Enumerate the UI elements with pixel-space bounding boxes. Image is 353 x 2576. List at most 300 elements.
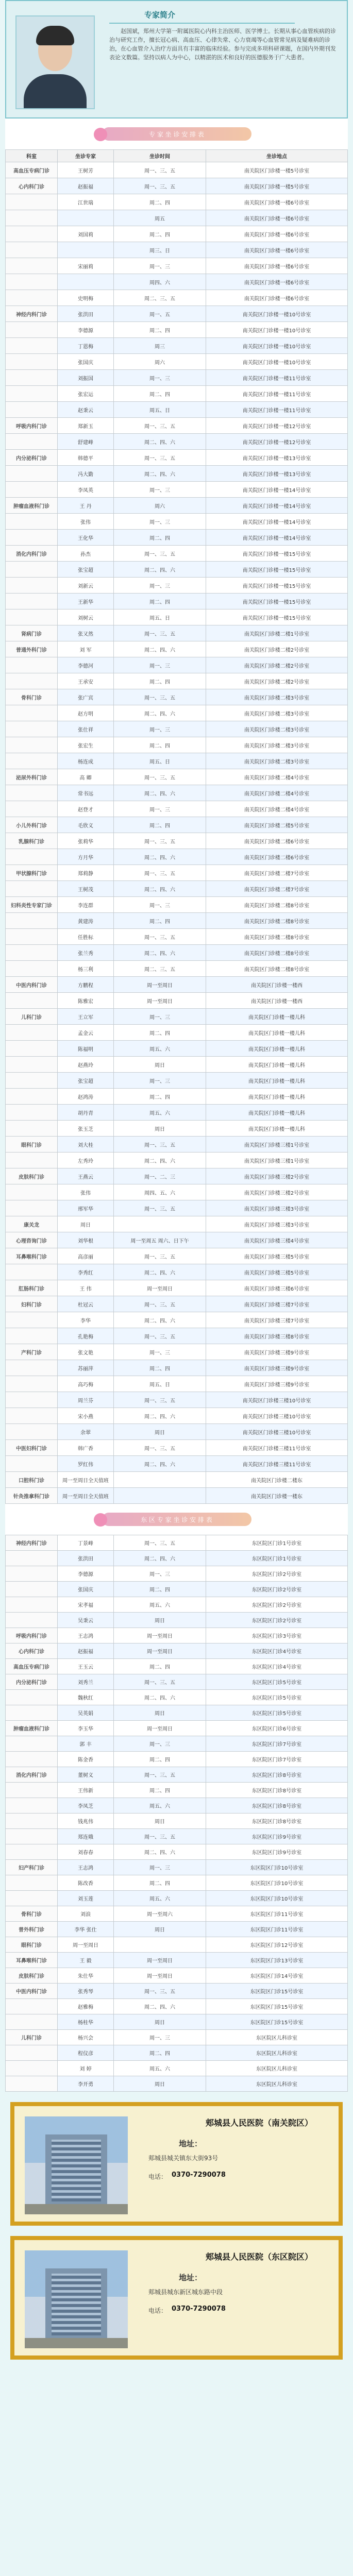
location-cell: 南关院区门诊楼三楼10号诊室 [206, 1392, 348, 1408]
location-cell: 东区院区门诊3号诊室 [206, 1628, 348, 1643]
dept-cell [6, 1875, 58, 1891]
location-cell: 东区院区门诊15号诊室 [206, 1999, 348, 2014]
doctor-cell: 方月华 [58, 849, 114, 865]
section2-banner-label: 东 区 专 家 坐 诊 安 排 表 [141, 1516, 212, 1523]
doctor-cell: 赵燕玲 [58, 1057, 114, 1073]
time-cell: 周一、三、五 [114, 929, 206, 945]
dept-cell [6, 609, 58, 625]
time-cell: 周二、四 [114, 322, 206, 338]
table-row [6, 418, 348, 434]
location-cell: 南关院区门诊楼一楼10号诊室 [206, 354, 348, 370]
time-cell: 周二、四 [114, 1659, 206, 1674]
table-row [6, 466, 348, 482]
location-cell: 东区院区门诊8号诊室 [206, 1767, 348, 1783]
location-cell: 南关院区门诊楼一楼15号诊室 [206, 594, 348, 609]
doctor-cell: 陈福明 [58, 1041, 114, 1057]
time-cell: 周一、三、五 [114, 1392, 206, 1408]
time-cell: 周日 [114, 1922, 206, 1937]
doctor-cell: 陈改香 [58, 1875, 114, 1891]
dept-cell: 皮肤科门诊 [6, 1968, 58, 1984]
dept-cell [6, 2061, 58, 2076]
time-cell: 周二、四 [114, 594, 206, 609]
dept-cell: 耳鼻喉科门诊 [6, 1248, 58, 1264]
time-cell: 周一、三 [114, 2030, 206, 2045]
time-cell: 周一、三 [114, 801, 206, 817]
doctor-cell: 吴秉云 [58, 1613, 114, 1628]
dept-cell [6, 1814, 58, 1829]
dept-cell: 甲状腺科门诊 [6, 865, 58, 881]
time-cell: 周三 [114, 338, 206, 354]
location-cell: 东区院区门诊8号诊室 [206, 1814, 348, 1829]
time-cell: 周一、三、五 [114, 769, 206, 785]
location-cell: 南关院区门诊楼一楼西 [206, 993, 348, 1009]
location-cell: 南关院区门诊楼三楼4号诊室 [206, 1232, 348, 1248]
doctor-cell: 周一至周日全天值班 [58, 1472, 114, 1488]
dept-cell [6, 1328, 58, 1344]
doctor-cell: 张洪田 [58, 306, 114, 322]
address-label: 地址： [178, 2273, 202, 2282]
location-cell: 南关院区门诊楼一楼6号诊室 [206, 258, 348, 274]
dept-cell [6, 1089, 58, 1105]
table-row [6, 945, 348, 961]
doctor-cell: 丁恩梅 [58, 338, 114, 354]
table-row [6, 322, 348, 338]
dept-cell [6, 258, 58, 274]
page [5, 0, 348, 2092]
dept-cell [6, 1690, 58, 1705]
time-cell: 周二、四、六 [114, 1153, 206, 1168]
table-row [6, 1121, 348, 1137]
time-cell: 周一至周六 [114, 1906, 206, 1922]
time-cell: 周一、三、五 [114, 865, 206, 881]
location-cell: 东区院区门诊10号诊室 [206, 1875, 348, 1891]
doctor-cell: 张秀琴 [58, 1984, 114, 1999]
doctor-cell: 孟金云 [58, 1025, 114, 1041]
location-cell: 南关院区门诊楼二楼3号诊室 [206, 705, 348, 721]
time-cell: 周一至周日 [114, 1643, 206, 1659]
time-cell: 周二、四、六 [114, 1408, 206, 1424]
time-cell: 周二、四 [114, 1752, 206, 1767]
time-cell: 周二、四 [114, 673, 206, 689]
dept-cell: 肿瘤血液科门诊 [6, 1721, 58, 1736]
hospital-building-image [25, 2116, 128, 2214]
dept-cell [6, 1121, 58, 1137]
table-row [6, 881, 348, 897]
dept-cell [6, 657, 58, 673]
address-label: 地址： [178, 2139, 202, 2148]
time-cell: 周一至周日 [114, 1721, 206, 1736]
time-cell: 周二、四、六 [114, 466, 206, 482]
time-cell: 周一、三 [114, 657, 206, 673]
time-cell: 周一至周日 [114, 1953, 206, 1968]
table-row [6, 753, 348, 769]
location-cell: 东区院区门诊9号诊室 [206, 1829, 348, 1844]
table-row [6, 1582, 348, 1597]
time-cell: 周一、三、五 [114, 1767, 206, 1783]
doctor-cell: 周兰芬 [58, 1392, 114, 1408]
table-row [6, 833, 348, 849]
doctor-cell: 左秀玲 [58, 1153, 114, 1168]
time-cell: 周日 [114, 1705, 206, 1721]
location-cell: 东区院区门诊7号诊室 [206, 1752, 348, 1767]
dept-cell: 骨科门诊 [6, 689, 58, 705]
location-cell: 南关院区门诊楼一楼14号诊室 [206, 498, 348, 514]
dept-cell [6, 1736, 58, 1752]
location-cell: 南关院区门诊楼一楼13号诊室 [206, 466, 348, 482]
location-cell: 南关院区门诊楼一楼儿科 [206, 1009, 348, 1025]
time-cell: 周二、四 [114, 913, 206, 929]
location-cell: 南关院区门诊楼一楼儿科 [206, 1089, 348, 1105]
doctor-cell: 方鹏程 [58, 977, 114, 993]
table-row [6, 1906, 348, 1922]
dept-cell [6, 290, 58, 306]
dept-cell [6, 1025, 58, 1041]
dept-cell: 皮肤科门诊 [6, 1168, 58, 1184]
doctor-cell: 张又然 [58, 625, 114, 641]
time-cell: 周一、三、五 [114, 689, 206, 705]
dept-cell: 妇科炎性专家门诊 [6, 897, 58, 913]
table-row [6, 2061, 348, 2076]
east-schedule-body [6, 1535, 348, 2092]
dept-cell [6, 1999, 58, 2014]
location-cell: 南关院区门诊楼一楼10号诊室 [206, 306, 348, 322]
doctor-cell: 陈雅宏 [58, 993, 114, 1009]
table-row [6, 594, 348, 609]
dept-cell [6, 2045, 58, 2061]
time-cell: 周日 [114, 1424, 206, 1440]
location-cell: 南关院区门诊楼一楼6号诊室 [206, 290, 348, 306]
location-cell: 南关院区门诊楼一楼10号诊室 [206, 338, 348, 354]
doctor-cell: 郑连娥 [58, 1829, 114, 1844]
table-row [6, 1440, 348, 1456]
table-row [6, 1105, 348, 1121]
dept-cell [6, 1566, 58, 1582]
doctor-cell: 赵鸿涛 [58, 1089, 114, 1105]
doctor-cell: 刘秀兰 [58, 1674, 114, 1690]
table-row [6, 993, 348, 1009]
table-row [6, 1767, 348, 1783]
doctor-cell: 韩广香 [58, 1440, 114, 1456]
location-cell: 南关院区门诊楼一楼东 [206, 1488, 348, 1504]
table-row [6, 785, 348, 801]
table-row [6, 1783, 348, 1798]
location-cell: 南关院区门诊楼一楼14号诊室 [206, 482, 348, 498]
hospital-card [10, 2236, 343, 2360]
dept-cell: 眼科门诊 [6, 1137, 58, 1153]
table-row [6, 578, 348, 594]
dept-cell: 口腔科门诊 [6, 1472, 58, 1488]
doctor-cell: 杨连成 [58, 753, 114, 769]
location-cell: 南关院区门诊楼一楼儿科 [206, 1025, 348, 1041]
table-row [6, 1424, 348, 1440]
location-cell: 东区院区儿科诊室 [206, 2061, 348, 2076]
time-cell: 周五 [114, 210, 206, 226]
header-doctor: 坐诊专家 [58, 150, 114, 162]
table-row [6, 1232, 348, 1248]
table-row [6, 1280, 348, 1296]
dept-cell: 心内科门诊 [6, 178, 58, 194]
time-cell: 周一、五 [114, 306, 206, 322]
location-cell: 东区院区门诊11号诊室 [206, 1906, 348, 1922]
time-cell: 周一至周日 [114, 1280, 206, 1296]
doctor-cell: 李德源 [58, 1566, 114, 1582]
dept-cell [6, 785, 58, 801]
doctor-cell: 刘新云 [58, 578, 114, 594]
table-row [6, 1344, 348, 1360]
table-row [6, 1829, 348, 1844]
table-row [6, 2045, 348, 2061]
table-row [6, 1659, 348, 1674]
table-row [6, 562, 348, 578]
header-location: 坐诊地点 [206, 150, 348, 162]
location-cell: 东区院区门诊4号诊室 [206, 1659, 348, 1674]
table-row [6, 817, 348, 833]
flower-icon [94, 128, 107, 141]
location-cell: 南关院区门诊楼三楼5号诊室 [206, 1264, 348, 1280]
doctor-cell: 王立军 [58, 1009, 114, 1025]
dept-cell: 普外科门诊 [6, 1922, 58, 1937]
location-cell: 南关院区门诊楼一楼西 [206, 977, 348, 993]
location-cell: 东区院区门诊15号诊室 [206, 2014, 348, 2030]
dept-cell [6, 274, 58, 290]
dept-cell: 消化内科门诊 [6, 546, 58, 562]
table-row [6, 1705, 348, 1721]
dept-cell [6, 482, 58, 498]
location-cell: 南关院区门诊楼三楼10号诊室 [206, 1424, 348, 1440]
location-cell: 东区院区儿科诊室 [206, 2076, 348, 2092]
table-row [6, 194, 348, 210]
table-row [6, 306, 348, 322]
table-row [6, 1025, 348, 1041]
table-row [6, 1312, 348, 1328]
doctor-cell: 张宏运 [58, 386, 114, 402]
doctor-cell: 杨三利 [58, 961, 114, 977]
time-cell: 周一、三、五 [114, 450, 206, 466]
dept-cell [6, 1456, 58, 1472]
doctor-cell: 李德河 [58, 657, 114, 673]
doctor-cell: 张文艳 [58, 1344, 114, 1360]
doctor-cell: 郑新玉 [58, 418, 114, 434]
table-row [6, 1137, 348, 1153]
doctor-cell: 苏丽萍 [58, 1360, 114, 1376]
location-cell: 东区院区门诊15号诊室 [206, 1984, 348, 1999]
dept-cell: 中医内科门诊 [6, 1984, 58, 1999]
location-cell: 南关院区门诊楼二楼4号诊室 [206, 785, 348, 801]
time-cell: 周四、六 [114, 274, 206, 290]
dept-cell: 肛肠科门诊 [6, 1280, 58, 1296]
dept-cell [6, 1705, 58, 1721]
location-cell: 南关院区门诊楼三楼8号诊室 [206, 1328, 348, 1344]
table-row [6, 721, 348, 737]
location-cell: 南关院区门诊楼三楼7号诊室 [206, 1296, 348, 1312]
time-cell: 周一、三、五 [114, 1200, 206, 1216]
time-cell: 周一、三 [114, 578, 206, 594]
time-cell: 周一、三 [114, 1344, 206, 1360]
dept-cell [6, 1613, 58, 1628]
flower-icon [94, 1513, 107, 1527]
time-cell: 周二、四、六 [114, 1844, 206, 1860]
dept-cell [6, 402, 58, 418]
location-cell: 南关院区门诊楼二楼8号诊室 [206, 961, 348, 977]
location-cell: 东区院区门诊10号诊室 [206, 1891, 348, 1906]
doctor-cell: 舒建峰 [58, 434, 114, 450]
dept-cell [6, 705, 58, 721]
dept-cell [6, 226, 58, 242]
table-row [6, 482, 348, 498]
dept-cell [6, 466, 58, 482]
location-cell: 南关院区门诊楼二楼4号诊室 [206, 769, 348, 785]
table-row [6, 1200, 348, 1216]
time-cell: 周日 [114, 1613, 206, 1628]
doctor-cell: 张玉芝 [58, 1121, 114, 1137]
table-row [6, 1264, 348, 1280]
dept-cell [6, 530, 58, 546]
dept-cell [6, 370, 58, 386]
table-header-row [6, 150, 348, 162]
doctor-cell: 刘树云 [58, 609, 114, 625]
dept-cell [6, 514, 58, 530]
doctor-cell: 程仪彦 [58, 2045, 114, 2061]
location-cell: 南关院区门诊楼二楼5号诊室 [206, 817, 348, 833]
dept-cell: 中医妇科门诊 [6, 1440, 58, 1456]
dept-cell [6, 881, 58, 897]
doctor-cell: 李凤英 [58, 482, 114, 498]
dept-cell [6, 1582, 58, 1597]
location-cell: 南关院区门诊楼一楼14号诊室 [206, 514, 348, 530]
table-row [6, 625, 348, 641]
location-cell: 南关院区门诊楼二楼2号诊室 [206, 657, 348, 673]
time-cell [114, 1472, 206, 1488]
dept-cell: 骨科门诊 [6, 1906, 58, 1922]
doctor-cell: 周一至周日全天值班 [58, 1488, 114, 1504]
doctor-cell: 郑莉静 [58, 865, 114, 881]
time-cell: 周一、三 [114, 1566, 206, 1582]
time-cell: 周五、六 [114, 2061, 206, 2076]
doctor-cell: 黄建涛 [58, 913, 114, 929]
doctor-cell: 魏秋红 [58, 1690, 114, 1705]
location-cell: 南关院区门诊楼二楼6号诊室 [206, 833, 348, 849]
doctor-cell: 刘华根 [58, 1232, 114, 1248]
location-cell: 东区院区门诊13号诊室 [206, 1953, 348, 1968]
doctor-cell: 张广宾 [58, 689, 114, 705]
time-cell: 周二、四 [114, 386, 206, 402]
phone-number: 0370-7290078 [172, 2305, 226, 2313]
dept-cell [6, 1798, 58, 1814]
location-cell: 东区院区门诊5号诊室 [206, 1674, 348, 1690]
doctor-cell: 李连群 [58, 897, 114, 913]
doctor-cell: 孙杰 [58, 546, 114, 562]
location-cell: 东区院区门诊8号诊室 [206, 1798, 348, 1814]
dept-cell [6, 2014, 58, 2030]
table-row [6, 929, 348, 945]
doctor-cell: 张兰秀 [58, 945, 114, 961]
table-row [6, 737, 348, 753]
time-cell: 周二、四、六 [114, 562, 206, 578]
table-row [6, 1376, 348, 1392]
header-time: 坐诊时间 [114, 150, 206, 162]
dept-cell [6, 1891, 58, 1906]
doctor-cell: 毛欣义 [58, 817, 114, 833]
dept-cell: 普通外科门诊 [6, 641, 58, 657]
location-cell: 南关院区门诊楼二楼1号诊室 [206, 625, 348, 641]
doctor-cell: 罗红伟 [58, 1456, 114, 1472]
dept-cell [6, 1551, 58, 1566]
doctor-cell: 刘 婷 [58, 2061, 114, 2076]
time-cell: 周二、四 [114, 1582, 206, 1597]
time-cell: 周日 [114, 2076, 206, 2092]
table-row [6, 1328, 348, 1344]
table-row [6, 162, 348, 178]
time-cell: 周五、六 [114, 1891, 206, 1906]
location-cell: 南关院区门诊楼三楼9号诊室 [206, 1376, 348, 1392]
doctor-cell: 杨桂华 [58, 2014, 114, 2030]
location-cell: 南关院区门诊楼一楼6号诊室 [206, 226, 348, 242]
location-cell: 东区院区门诊7号诊室 [206, 1736, 348, 1752]
time-cell: 周二、四 [114, 1360, 206, 1376]
table-row [6, 1736, 348, 1752]
table-row [6, 290, 348, 306]
expert-profile [5, 0, 348, 118]
time-cell: 周二、四、六 [114, 641, 206, 657]
location-cell: 南关院区门诊楼二楼4号诊室 [206, 801, 348, 817]
dept-cell: 乳腺科门诊 [6, 833, 58, 849]
time-cell: 周二、四、六 [114, 1551, 206, 1566]
doctor-cell: 高 卿 [58, 769, 114, 785]
table-row [6, 1752, 348, 1767]
dept-cell: 高血压专病门诊 [6, 162, 58, 178]
table-row [6, 1643, 348, 1659]
table-row [6, 1551, 348, 1566]
doctor-cell [58, 210, 114, 226]
dept-cell [6, 1184, 58, 1200]
table-row [6, 1984, 348, 1999]
location-cell: 南关院区门诊楼一楼11号诊室 [206, 402, 348, 418]
time-cell: 周二、四 [114, 737, 206, 753]
time-cell: 周二、四 [114, 1025, 206, 1041]
table-row [6, 210, 348, 226]
table-row [6, 865, 348, 881]
doctor-cell: 赵方明 [58, 705, 114, 721]
doctor-cell: 钱兆伟 [58, 1814, 114, 1829]
dept-cell [6, 913, 58, 929]
doctor-cell: 张宏生 [58, 737, 114, 753]
table-row [6, 1168, 348, 1184]
doctor-cell: 周一至周日 [58, 1937, 114, 1953]
doctor-cell [58, 274, 114, 290]
dept-cell [6, 1360, 58, 1376]
doctor-cell: 李德源 [58, 322, 114, 338]
table-row [6, 1674, 348, 1690]
table-row [6, 1597, 348, 1613]
table-row [6, 1073, 348, 1089]
header-dept: 科室 [6, 150, 58, 162]
dept-cell [6, 945, 58, 961]
table-row [6, 1041, 348, 1057]
location-cell: 东区院区门诊14号诊室 [206, 1968, 348, 1984]
time-cell: 周一、三、五 [114, 178, 206, 194]
table-row [6, 1628, 348, 1643]
location-cell: 南关院区门诊楼一楼12号诊室 [206, 418, 348, 434]
dept-cell [6, 354, 58, 370]
location-cell: 东区院区门诊4号诊室 [206, 1643, 348, 1659]
location-cell: 南关院区门诊楼二楼3号诊室 [206, 689, 348, 705]
address: 郏城县城关镇东大街93号 [148, 2155, 218, 2162]
table-row [6, 178, 348, 194]
dept-cell [6, 1073, 58, 1089]
dept-cell [6, 578, 58, 594]
time-cell: 周二、四 [114, 817, 206, 833]
dept-cell: 呼吸内科门诊 [6, 1628, 58, 1643]
